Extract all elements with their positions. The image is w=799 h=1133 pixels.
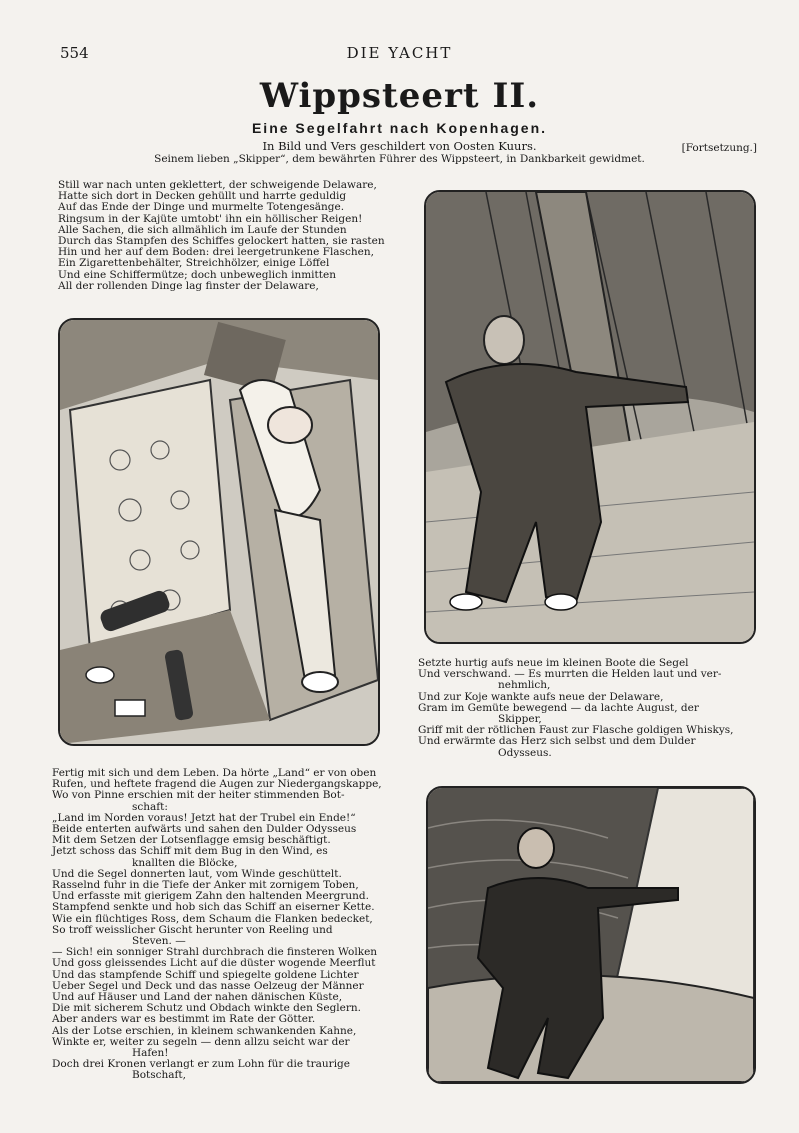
verse-line: Steven. — bbox=[132, 935, 186, 948]
article-dedication: Seinem lieben „Skipper“, dem bewährten Führer des Wippsteert, in Dankbarkeit gewidmet. bbox=[154, 153, 645, 165]
verse-line: schaft: bbox=[132, 800, 168, 813]
verse-line: Wo von Pinne erschien mit der heiter stimmenden Bot- bbox=[52, 789, 345, 802]
verse-line: Hin und her auf dem Boden: drei leergetrunkene Flaschen, bbox=[58, 246, 374, 259]
illustration-cabin bbox=[58, 318, 380, 746]
running-title: DIE YACHT bbox=[346, 44, 453, 62]
verse-line: Rasselnd fuhr in die Tiefe der Anker mit zornigem Toben, bbox=[52, 879, 359, 892]
verse-line: Still war nach unten geklettert, der schweigende Delaware, bbox=[58, 179, 377, 191]
verse-line: Ein Zigarettenbehälter, Streichhölzer, einige Löffel bbox=[58, 257, 330, 270]
verse-line: Griff mit der rötlichen Faust zur Flasche goldigen Whiskys, bbox=[418, 724, 734, 737]
verse-line: Durch das Stampfen des Schiffes gelockert hatten, sie rasten bbox=[58, 235, 385, 248]
verse-line: Und auf Häuser und Land der nahen dänischen Küste, bbox=[52, 991, 343, 1004]
verse-line: Skipper, bbox=[498, 713, 542, 726]
verse-line: Jetzt schoss das Schiff mit dem Bug in den Wind, es bbox=[52, 845, 328, 858]
verse-line: Hatte sich dort in Decken gehüllt und harrte geduldig bbox=[58, 190, 347, 203]
verse-line: Und das stampfende Schiff und spiegelte goldene Lichter bbox=[52, 968, 359, 981]
article-title: Wippsteert II. bbox=[259, 76, 540, 116]
article-subtitle: Eine Segelfahrt nach Kopenhagen. bbox=[251, 120, 548, 136]
verse-line: Setzte hurtig aufs neue im kleinen Boote die Segel bbox=[418, 657, 689, 669]
verse-line: Odysseus. bbox=[498, 746, 552, 759]
verse-line: Und verschwand. — Es murrten die Helden laut und ver- bbox=[418, 668, 722, 681]
verse-block-2 bbox=[418, 658, 733, 759]
verse-line: Und zur Koje wankte aufs neue der Delaware, bbox=[418, 690, 664, 703]
verse-line: — Sich! ein sonniger Strahl durchbrach die finsteren Wolken bbox=[52, 946, 378, 959]
verse-block-1 bbox=[58, 180, 385, 292]
verse-line: knallten die Blöcke, bbox=[132, 856, 238, 869]
verse-line: Ringsum in der Kajüte umtobt' ihn ein höllischer Reigen! bbox=[58, 212, 363, 225]
continuation-note: [Fortsetzung.] bbox=[681, 142, 757, 154]
verse-line: nehmlich, bbox=[498, 679, 551, 692]
verse-line: All der rollenden Dinge lag finster der Delaware, bbox=[58, 279, 319, 292]
verse-line: Auf das Ende der Dinge und murmelte Totengesänge. bbox=[58, 201, 345, 214]
verse-line: Winkte er, weiter zu segeln — denn allzu seicht war der bbox=[52, 1035, 350, 1048]
verse-line: Mit dem Setzen der Lotsenflagge emsig beschäftigt. bbox=[52, 834, 331, 847]
verse-line: Rufen, und heftete fragend die Augen zur Niedergangskappe, bbox=[52, 778, 382, 791]
verse-line: Als der Lotse erschien, in kleinem schwankenden Kahne, bbox=[52, 1024, 357, 1037]
verse-line: Alle Sachen, die sich allmählich im Laufe der Stunden bbox=[58, 223, 347, 236]
verse-line: Und die Segel donnerten laut, vom Winde geschüttelt. bbox=[52, 867, 342, 880]
verse-line: Und goss gleissendes Licht auf die düster wogende Meerflut bbox=[52, 957, 376, 970]
verse-line: Und erfasste mit gierigem Zahn den haltenden Meergrund. bbox=[52, 890, 369, 903]
mast-drawing bbox=[426, 192, 754, 642]
verse-line: Aber anders war es bestimmt im Rate der Götter. bbox=[52, 1013, 316, 1026]
verse-line: „Land im Norden voraus! Jetzt hat der Trubel ein Ende!“ bbox=[52, 811, 356, 824]
verse-block-3 bbox=[52, 768, 382, 1082]
verse-line: Und erwärmte das Herz sich selbst und dem Dulder bbox=[418, 735, 696, 748]
verse-line: Wie ein flüchtiges Ross, dem Schaum die Flanken bedecket, bbox=[52, 912, 373, 925]
article-byline: In Bild und Vers geschildert von Oosten Kuurs. bbox=[262, 139, 537, 153]
cabin-drawing bbox=[60, 320, 378, 744]
verse-line: Doch drei Kronen verlangt er zum Lohn für die traurige bbox=[52, 1058, 350, 1071]
page-number: 554 bbox=[60, 44, 89, 62]
verse-line: Fertig mit sich und dem Leben. Da hörte „Land“ er von oben bbox=[52, 767, 377, 779]
verse-line: So troff weisslicher Gischt herunter von Reeling und bbox=[52, 923, 333, 936]
verse-line: Hafen! bbox=[132, 1047, 169, 1060]
verse-line: Stampfend senkte und hob sich das Schiff an eiserner Kette. bbox=[52, 901, 375, 914]
illustration-mast bbox=[424, 190, 756, 644]
sail-drawing bbox=[428, 788, 754, 1082]
verse-line: Ueber Segel und Deck und das nasse Oelzeug der Männer bbox=[52, 979, 364, 992]
illustration-sail bbox=[426, 786, 756, 1084]
verse-line: Botschaft, bbox=[132, 1069, 186, 1082]
verse-line: Die mit sicherem Schutz und Obdach winkte den Seglern. bbox=[52, 1002, 361, 1015]
verse-line: Gram im Gemüte bewegend — da lachte August, der bbox=[418, 701, 699, 714]
verse-line: Beide enterten aufwärts und sahen den Dulder Odysseus bbox=[52, 823, 357, 836]
verse-line: Und eine Schiffermütze; doch unbeweglich inmitten bbox=[58, 268, 336, 281]
